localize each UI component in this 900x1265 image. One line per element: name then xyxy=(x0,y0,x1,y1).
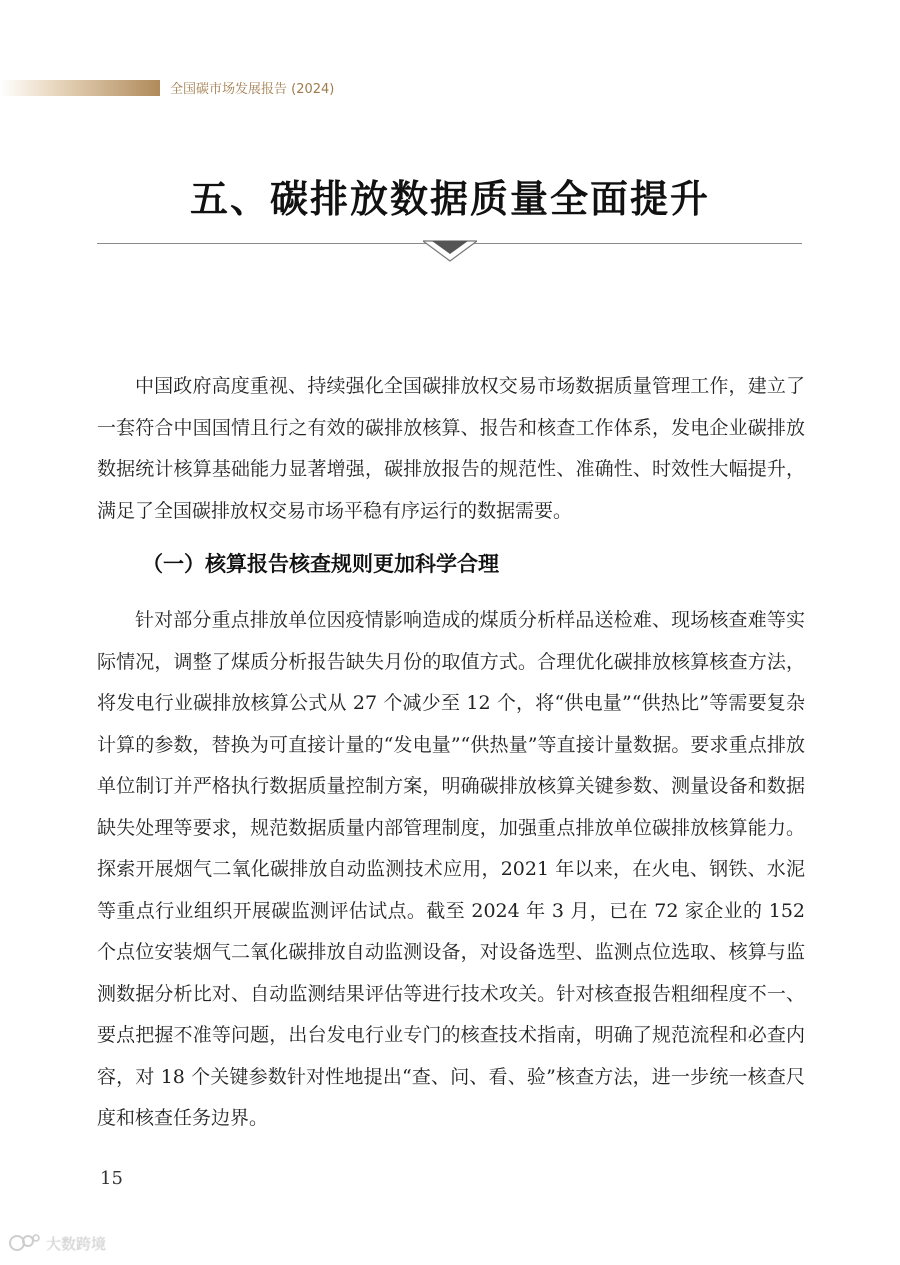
chapter-title: 五、碳排放数据质量全面提升 xyxy=(189,177,710,221)
watermark xyxy=(8,1232,106,1254)
page-number: 15 xyxy=(100,1168,123,1189)
header-accent-bar xyxy=(0,80,160,96)
chevron-down-icon xyxy=(423,240,477,262)
section-body-paragraph: 针对部分重点排放单位因疫情影响造成的煤质分析样品送检难、现场核查难等实际情况，调整了煤质分析报告缺失月份的取值方式。合理优化碳排放核算核查方法，将发电行业碳排放核算公式从 27 个减少至 12 个，将“供电量”“供热比”等需要复杂计算的参数，替换为可直接计量的“发电量”“供热量”等直接计量数据。要求重点排放单位制订并严格执行数据质量控制方案，明确碳排放核算关键参数、测量设备和数据缺失处理等要求，规范数据质量内部管理制度，加强重点排放单位碳排放核算能力。探索开展烟气二氧化碳排放自动监测技术应用，2021 年以来，在火电、钢铁、水泥等重点行业组织开展碳监测评估试点。截至 2024 年 3 月，已在 72 家企业的 152 个点位安装烟气二氧化碳排放自动监测设备，对设备选型、监测点位选取、核算与监测数据分析比对、自动监测结果评估等进行技术攻关。针对核查报告粗细程度不一、要点把握不准等问题，出台发电行业专门的核查技术指南，明确了规范流程和必查内容，对 18 个关键参数针对性地提出“查、问、看、验”核查方法，进一步统一核查尺度和核查任务边界。 xyxy=(97,609,805,1129)
chat-bubble-logo-icon xyxy=(8,1232,40,1254)
running-header: 全国碳市场发展报告 (2024) xyxy=(170,82,335,97)
intro-paragraph: 中国政府高度重视、持续强化全国碳排放权交易市场数据质量管理工作，建立了一套符合中国国情且行之有效的碳排放核算、报告和核查工作体系，发电企业碳排放数据统计核算基础能力显著增强，碳排放报告的规范性、准确性、时效性大幅提升，满足了全国碳排放权交易市场平稳有序运行的数据需要。 xyxy=(97,375,805,522)
section-heading: （一）核算报告核查规则更加科学合理 xyxy=(142,552,499,576)
watermark-text: 大数跨境 xyxy=(46,1234,107,1253)
